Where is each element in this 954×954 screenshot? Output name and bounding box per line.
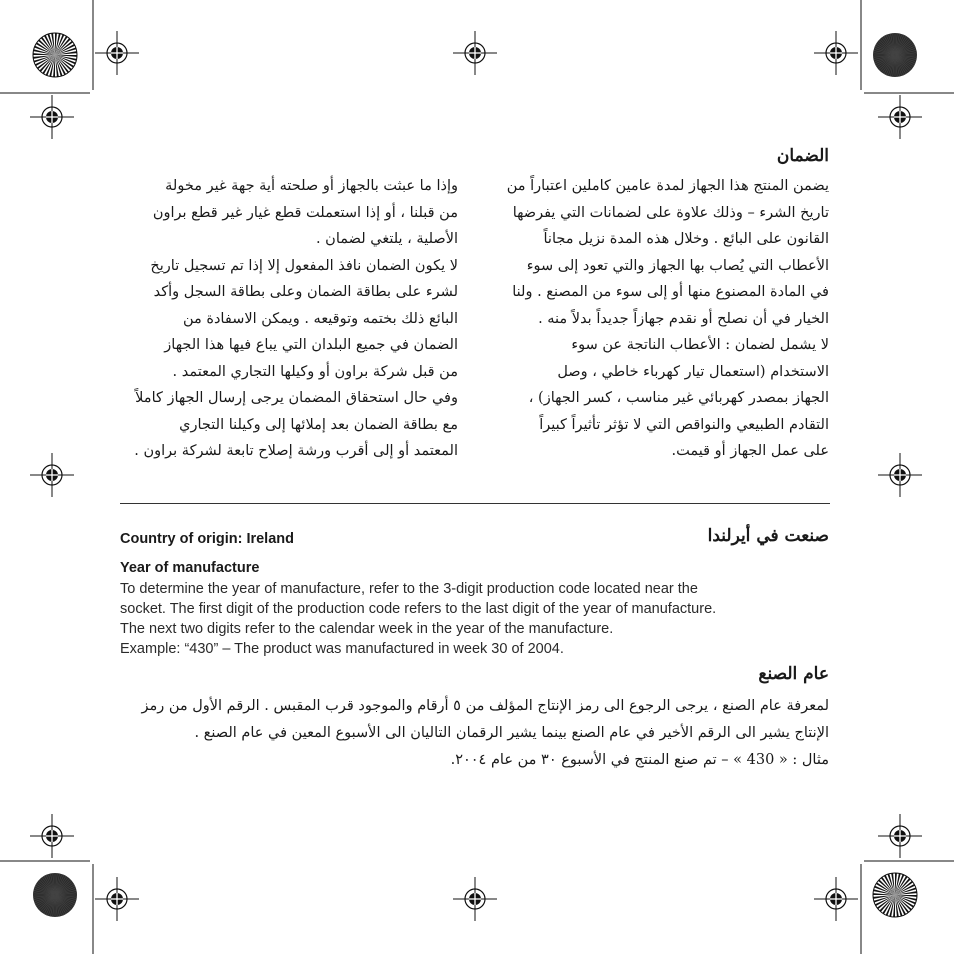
manufacture-line-arabic: مثال : « 430 » – تم صنع المنتج في الأسبوع ٣٠ من عام ٢٠٠٤. (450, 752, 829, 768)
manufacture-line: socket. The first digit of the production code refers to the last digit of the year of manufacture. (120, 601, 717, 617)
warranty-line: لا يكون الضمان نافذ المفعول إلا إذا تم تسجيل تاريخ (150, 257, 458, 274)
warranty-line: القانون على البائع . وخلال هذه المدة نزيل مجاناً (543, 231, 829, 247)
registration-mark-icon (30, 814, 74, 858)
registration-mark-icon (878, 453, 922, 497)
warranty-line: وإذا ما عبثت بالجهاز أو صلحته أية جهة غير مخولة (165, 178, 458, 194)
warranty-right-column (470, 173, 829, 465)
warranty-line: التقادم الطبيعي والنواقص التي لا تؤثر تأثيراً كبيراً (539, 416, 829, 433)
warranty-line: من قبل شركة براون أو وكيلها التجاري المعتمد . (172, 363, 458, 380)
warranty-title: الضمان (776, 146, 829, 166)
warranty-left-column (100, 173, 458, 465)
manufacture-line-arabic: الإنتاج يشير الى الرقم الأخير في عام الصنع بينما يشير الرقمان التاليان الى الأسبوع المعين في عام الصنع . (194, 725, 829, 741)
starburst-target-icon (33, 33, 77, 77)
density-patch-icon (873, 33, 917, 77)
manufacture-line: The next two digits refer to the calendar week in the year of the manufacture. (120, 621, 614, 637)
warranty-line: يضمن المنتج هذا الجهاز لمدة عامين كاملين اعتباراً من (506, 178, 829, 194)
manufacture-description (120, 579, 840, 659)
registration-mark-icon (30, 95, 74, 139)
warranty-line: وفي حال استحقاق المضمان يرجى إرسال الجهاز كاملاً (135, 390, 458, 406)
starburst-target-icon (873, 873, 917, 917)
manufacture-line-arabic: لمعرفة عام الصنع ، يرجى الرجوع الى رمز الإنتاج المؤلف من ٥ أرقام والموجود قرب المقبس . الرقم الأول من رمز (141, 698, 829, 714)
registration-mark-icon (30, 453, 74, 497)
country-of-origin-arabic: صنعت في أيرلندا (707, 526, 829, 546)
registration-mark-icon (814, 877, 858, 921)
warranty-line: الأعطاب التي يُصاب بها الجهاز والتي تعود إلى سوء (526, 257, 829, 274)
registration-mark-icon (814, 31, 858, 75)
warranty-line: المعتمد أو إلى أقرب ورشة إصلاح تابعة لشركة براون . (134, 443, 458, 459)
warranty-line: البائع ذلك بختمه وتوقيعه . ويمكن الاسفادة من (182, 310, 458, 327)
registration-mark-icon (95, 877, 139, 921)
warranty-line: مع بطاقة الضمان بعد إملائها إلى وكيلنا التجاري (179, 416, 458, 433)
registration-mark-icon (878, 95, 922, 139)
warranty-line: الاستخدام (استعمال تيار كهرباء خاطي ، وصل (557, 363, 829, 380)
section-divider (120, 503, 830, 504)
warranty-line: في المادة المصنوع منها أو إلى سوء من المصنع . ولنا (512, 284, 829, 300)
manufacture-title-arabic: عام الصنع (758, 664, 829, 684)
registration-mark-icon (95, 31, 139, 75)
registration-mark-icon (453, 877, 497, 921)
manufacture-title: Year of manufacture (120, 560, 260, 576)
warranty-line: تاريخ الشرء – وذلك علاوة على لضمانات التي يفرضها (512, 204, 829, 221)
warranty-line: لشرء على بطاقة الضمان وعلى بطاقة السجل وأكد (153, 284, 458, 300)
warranty-line: الأصلية ، يلتغي لضمان . (315, 231, 458, 247)
registration-mark-icon (453, 31, 497, 75)
warranty-line: الخيار في أن نصلح أو نقدم جهازاً جديداً بدلاً منه . (538, 310, 829, 327)
density-patch-icon (33, 873, 77, 917)
manufacture-description-arabic (110, 693, 829, 774)
manufacture-line: To determine the year of manufacture, refer to the 3-digit production code located near the (120, 581, 698, 597)
country-of-origin: Country of origin: Ireland (120, 531, 294, 547)
warranty-line: الضمان في جميع البلدان التي يباع فيها هذا الجهاز (164, 337, 458, 353)
warranty-line: على عمل الجهاز أو قيمت. (671, 443, 829, 459)
registration-mark-icon (878, 814, 922, 858)
warranty-line: لا يشمل لضمان : الأعطاب الناتجة عن سوء (571, 337, 829, 353)
warranty-line: من قبلنا ، أو إذا استعملت قطع غيار غير قطع براون (152, 204, 458, 221)
manufacture-line: Example: “430” – The product was manufactured in week 30 of 2004. (120, 641, 564, 657)
warranty-line: الجهاز بمصدر كهربائي غير مناسب ، كسر الجهاز) ، (528, 390, 829, 406)
